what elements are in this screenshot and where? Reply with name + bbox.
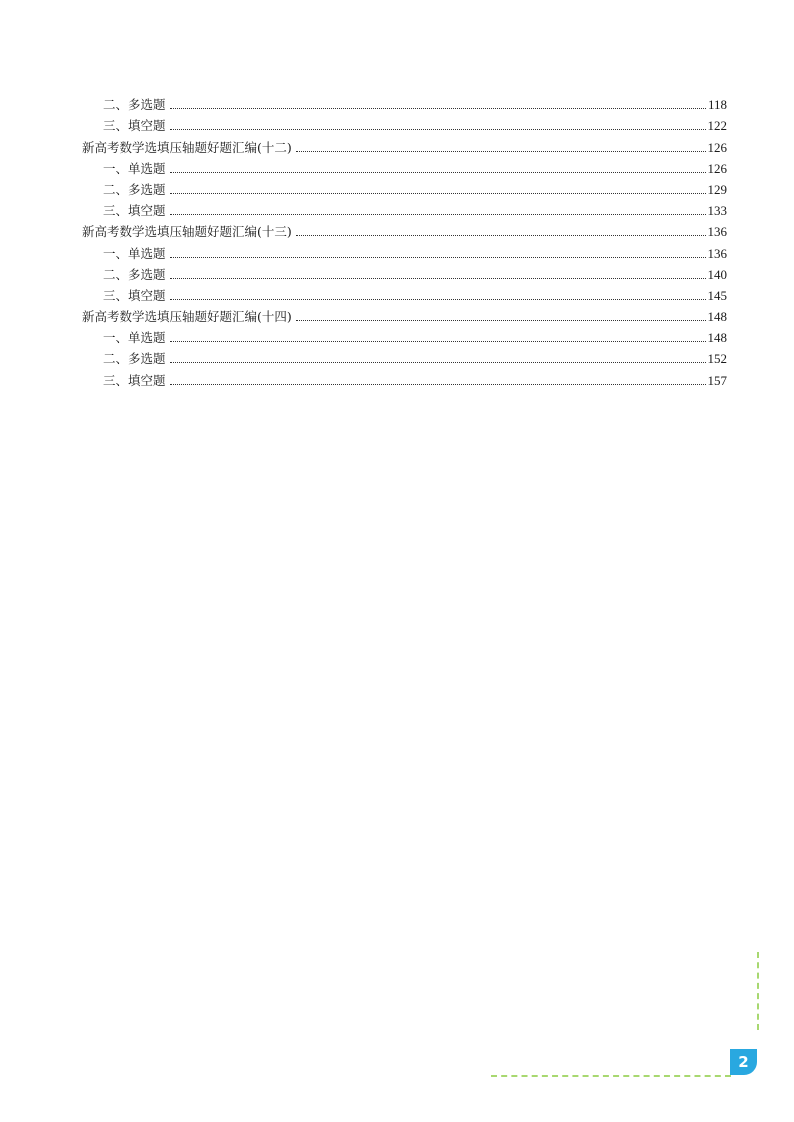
toc-entry[interactable] — [82, 91, 727, 112]
toc-entry-chapter[interactable] — [82, 303, 727, 324]
toc-entry-title: 三、填空题 — [103, 372, 166, 388]
toc-entry-title: 新高考数学选填压轴题好题汇编(十二) — [82, 139, 292, 155]
toc-dot-leader — [170, 108, 706, 109]
toc-entry[interactable] — [82, 345, 727, 366]
toc-entry-title: 一、单选题 — [103, 330, 166, 346]
toc-entry-page: 122 — [707, 118, 727, 134]
toc-entry-page: 148 — [707, 330, 727, 346]
toc-entry[interactable] — [82, 366, 727, 387]
toc-entry[interactable] — [82, 112, 727, 133]
toc-dot-leader — [170, 341, 706, 342]
toc-entry[interactable] — [82, 324, 727, 345]
toc-dot-leader — [170, 362, 706, 363]
toc-entry-title: 三、填空题 — [103, 118, 166, 134]
toc-entry-page: 133 — [707, 203, 727, 219]
toc-entry-page: 118 — [707, 97, 727, 113]
toc-entry-page: 145 — [707, 287, 727, 303]
toc-dot-leader — [170, 299, 706, 300]
page-corner-decoration-vertical — [757, 952, 759, 1030]
toc-entry-title: 新高考数学选填压轴题好题汇编(十四) — [82, 309, 292, 325]
toc-entry-page: 148 — [707, 309, 727, 325]
toc-dot-leader — [170, 278, 706, 279]
toc-entry-title: 二、多选题 — [103, 181, 166, 197]
toc-entry-title: 二、多选题 — [103, 97, 166, 113]
toc-dot-leader — [170, 129, 706, 130]
toc-entry-title: 新高考数学选填压轴题好题汇编(十三) — [82, 224, 292, 240]
toc-entry-chapter[interactable] — [82, 218, 727, 239]
toc-entry-title: 二、多选题 — [103, 266, 166, 282]
toc-entry[interactable] — [82, 239, 727, 260]
toc-entry[interactable] — [82, 261, 727, 282]
page-corner-decoration-horizontal — [491, 1075, 731, 1077]
toc-entry-page: 157 — [707, 372, 727, 388]
toc-dot-leader — [170, 257, 706, 258]
toc-dot-leader — [296, 320, 706, 321]
toc-entry-page: 136 — [707, 224, 727, 240]
toc-dot-leader — [170, 384, 706, 385]
toc-entry-page: 129 — [707, 181, 727, 197]
toc-entry-page: 136 — [707, 245, 727, 261]
toc-entry-title: 二、多选题 — [103, 351, 166, 367]
toc-entry-page: 126 — [707, 160, 727, 176]
toc-entry-title: 三、填空题 — [103, 287, 166, 303]
toc-entry[interactable] — [82, 155, 727, 176]
toc-entry-title: 一、单选题 — [103, 245, 166, 261]
toc-dot-leader — [296, 235, 706, 236]
page-number-badge: 2 — [730, 1049, 757, 1075]
toc-entry-page: 152 — [707, 351, 727, 367]
toc-entry-title: 一、单选题 — [103, 160, 166, 176]
toc-entry-page: 126 — [707, 139, 727, 155]
toc-entry-chapter[interactable] — [82, 133, 727, 154]
toc-entry[interactable] — [82, 176, 727, 197]
toc-entry-title: 三、填空题 — [103, 203, 166, 219]
table-of-contents — [82, 91, 727, 388]
toc-dot-leader — [296, 151, 706, 152]
toc-dot-leader — [170, 193, 706, 194]
toc-entry[interactable] — [82, 282, 727, 303]
toc-dot-leader — [170, 172, 706, 173]
toc-entry-page: 140 — [707, 266, 727, 282]
toc-dot-leader — [170, 214, 706, 215]
toc-entry[interactable] — [82, 197, 727, 218]
